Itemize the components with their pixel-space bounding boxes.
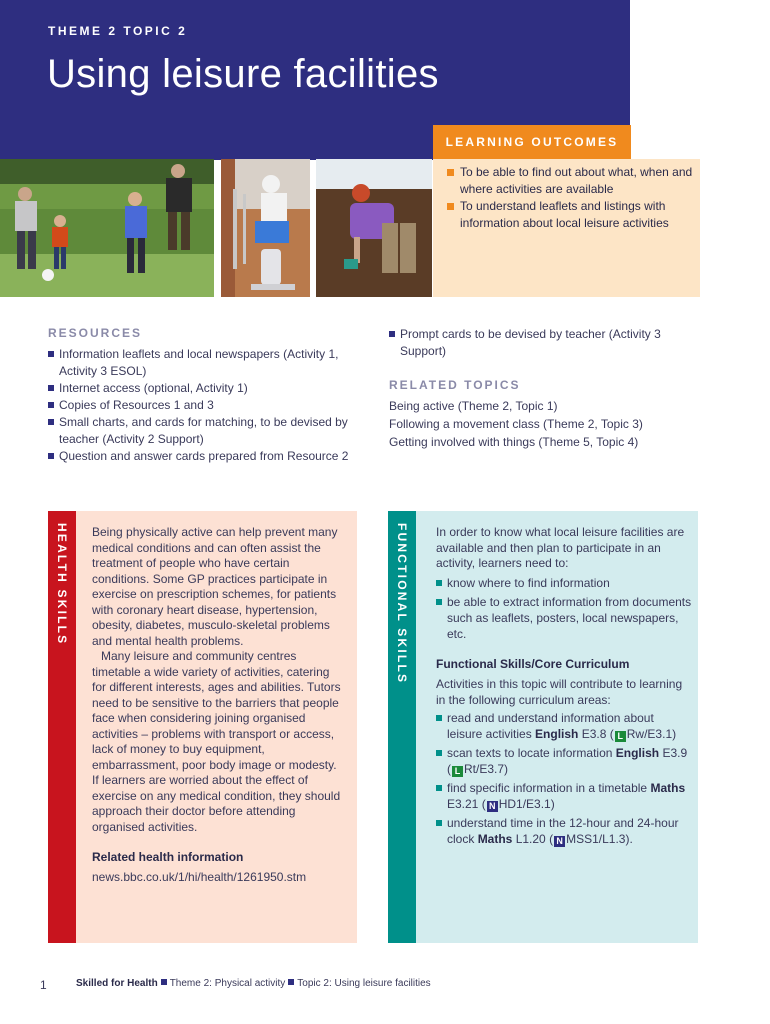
bullet-icon	[436, 580, 442, 586]
health-skills-text	[92, 525, 346, 835]
list-item: To be able to find out about what, when and where activities are available	[447, 164, 697, 198]
list-item: Small charts, and cards for matching, to be devised by teacher (Activity 2 Support)	[48, 414, 368, 448]
list-item: Copies of Resources 1 and 3	[48, 397, 368, 414]
curriculum-item: read and understand information about leisure activities English E3.8 ( L Rw/E3.1)	[436, 710, 692, 742]
bullet-icon	[48, 351, 54, 357]
list-item: Question and answer cards prepared from Resource 2	[48, 448, 368, 465]
curriculum-item: find specific information in a timetable Maths E3.21 ( N HD1/E3.1)	[436, 780, 692, 812]
bullet-icon	[447, 169, 454, 176]
bullet-icon	[288, 979, 294, 985]
gardening-photo	[316, 159, 432, 297]
resources-list	[48, 346, 368, 465]
bullet-icon	[436, 715, 442, 721]
learning-outcomes-title: LEARNING OUTCOMES	[445, 135, 619, 149]
bullet-icon	[48, 402, 54, 408]
related-topic-item: Being active (Theme 2, Topic 1)	[389, 399, 558, 413]
health-skills-strip	[48, 511, 76, 943]
related-topic-item: Getting involved with things (Theme 5, Topic 4)	[389, 435, 639, 449]
bullet-icon	[48, 385, 54, 391]
literacy-badge-icon: L	[615, 731, 626, 742]
page-title: Using leisure facilities	[47, 52, 439, 96]
list-item: To understand leaflets and listings with information about local leisure activities	[447, 198, 697, 232]
bullet-icon	[436, 820, 442, 826]
list-item: be able to extract information from documents such as leaflets, posters, local newspapers, etc.	[436, 594, 692, 642]
bullet-icon	[48, 453, 54, 459]
health-skills-label: HEALTH SKILLS	[55, 523, 69, 646]
theme-topic-label: THEME 2 TOPIC 2	[48, 24, 188, 38]
list-item: Prompt cards to be devised by teacher (Activity 3 Support)	[389, 326, 689, 360]
related-topics-title: RELATED TOPICS	[389, 378, 521, 392]
health-paragraph-2: Many leisure and community centres timetable a wide variety of activities, catering for different interests, ages and abilities. Tutors need to be sensitive to the barriers that people face when considering joining organised activities – problems with transport or access, lack of money to buy equipment, embarrassment, poor body image or modesty. If learners are worried about the effect of exercise on any medical condition, they should approach their doctor before attending organised activities.	[92, 649, 341, 834]
learning-outcomes-header	[433, 125, 631, 159]
related-topics-list	[389, 397, 689, 451]
health-paragraph-1: Being physically active can help prevent many medical conditions and can often assist the treatment of people who have certain conditions. Some GP practices participate in exercise on prescription schemes, for patients with coronary heart disease, hypertension, obesity, diabetes, musculo-skeletal problems and mental health problems.	[92, 525, 338, 648]
curriculum-item: scan texts to locate information English E3.9 ( L Rt/E3.7)	[436, 745, 692, 777]
literacy-badge-icon: L	[452, 766, 463, 777]
bullet-icon	[161, 979, 167, 985]
footer-theme: Theme 2: Physical activity	[169, 978, 286, 989]
resources-list-continued	[389, 326, 689, 360]
bullet-icon	[447, 203, 454, 210]
bullet-icon	[48, 419, 54, 425]
numeracy-badge-icon: N	[487, 801, 498, 812]
functional-intro: In order to know what local leisure facilities are available and then plan to participate in an activity, learners need to:	[436, 525, 685, 570]
related-topic-item: Following a movement class (Theme 2, Topic 3)	[389, 417, 643, 431]
learning-outcomes-list	[447, 164, 697, 232]
bullet-icon	[389, 331, 395, 337]
curriculum-title: Functional Skills/Core Curriculum	[436, 657, 630, 671]
bullet-icon	[436, 750, 442, 756]
learning-outcomes-panel	[433, 159, 700, 297]
resources-title: RESOURCES	[48, 326, 143, 340]
footer	[76, 978, 431, 989]
curriculum-intro: Activities in this topic will contribute to learning in the following curriculum areas:	[436, 677, 683, 707]
numeracy-badge-icon: N	[554, 836, 565, 847]
list-item: Internet access (optional, Activity 1)	[48, 380, 368, 397]
family-football-photo	[0, 159, 214, 297]
footer-brand: Skilled for Health	[76, 978, 158, 989]
functional-skills-strip	[388, 511, 416, 943]
health-skills-panel	[76, 511, 357, 943]
functional-skills-panel	[416, 511, 698, 943]
functional-skills-label: FUNCTIONAL SKILLS	[395, 523, 409, 685]
curriculum-item: understand time in the 12-hour and 24-hour clock Maths L1.20 ( N MSS1/L1.3).	[436, 815, 692, 847]
related-health-title: Related health information	[92, 850, 244, 864]
page-number: 1	[40, 978, 47, 992]
footer-topic: Topic 2: Using leisure facilities	[297, 978, 431, 989]
curriculum-list	[436, 710, 692, 850]
bullet-icon	[436, 599, 442, 605]
exercise-bike-photo	[221, 159, 310, 297]
learner-needs-list	[436, 575, 692, 645]
bullet-icon	[436, 785, 442, 791]
list-item: know where to find information	[436, 575, 692, 591]
related-health-link[interactable]: news.bbc.co.uk/1/hi/health/1261950.stm	[92, 870, 307, 884]
list-item: Information leaflets and local newspapers (Activity 1, Activity 3 ESOL)	[48, 346, 368, 380]
